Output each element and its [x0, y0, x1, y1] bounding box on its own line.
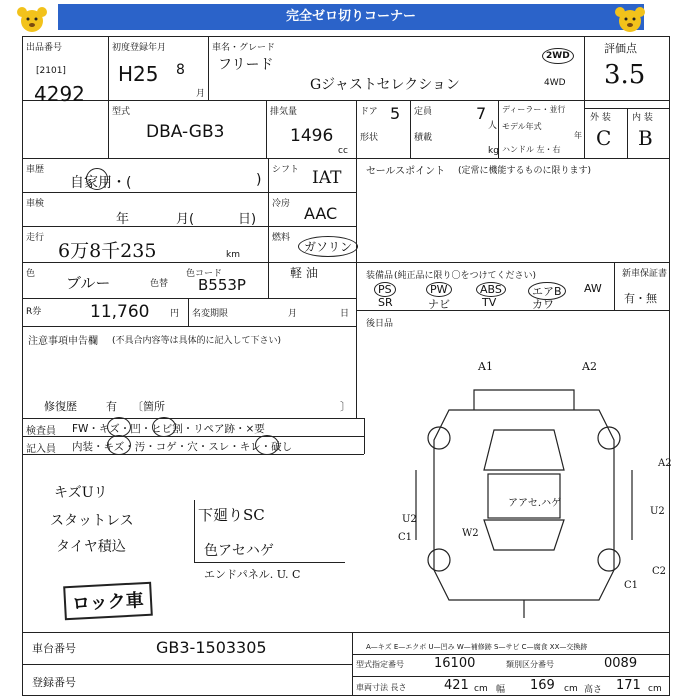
- sales-hint: (定常に機能するものに限ります): [458, 166, 592, 176]
- inspection-label: 車検: [26, 199, 45, 209]
- repair-label: 修復歴: [44, 400, 77, 413]
- equip-abs: ABS: [476, 282, 506, 297]
- history-value: 自家用・(: [70, 175, 132, 191]
- repair-close: 〕: [340, 400, 351, 413]
- later-label: 後日品: [366, 319, 394, 329]
- km-unit: km: [226, 250, 240, 260]
- shift-label: シフト: [272, 165, 300, 175]
- mark-a2-top: A2: [582, 360, 597, 373]
- fuel-label: 燃料: [272, 233, 291, 243]
- repair-place: 〔箇所: [132, 400, 165, 413]
- displacement-label: 排気量: [270, 107, 298, 117]
- legend: A—キズ E—エクボ U—凹み W—補修跡 S—サビ C—腐食 XX—交換跡: [366, 643, 588, 651]
- inspection-month: 月(: [176, 212, 195, 227]
- yen-unit: 円: [170, 309, 180, 319]
- mark-a1: A1: [478, 360, 493, 373]
- history-circle-mark: [86, 168, 108, 190]
- ext-grade: C: [596, 126, 612, 150]
- persons-unit: 人: [488, 121, 498, 131]
- notes-hint: (不具合内容等は具体的に記入して下さい): [112, 336, 282, 346]
- reg-year: H25: [118, 62, 159, 86]
- color-value: ブルー: [66, 274, 111, 292]
- lot-label: 出品番号: [26, 43, 63, 53]
- bear-logo-icon: [14, 4, 50, 34]
- cm-unit: cm: [564, 684, 578, 694]
- inspector-items: FW・キズ・凹・ヒビ割・リペア跡・×要: [72, 423, 265, 435]
- circle-mark: [255, 435, 279, 455]
- circle-mark: [107, 435, 131, 455]
- lot-code: [2101]: [36, 66, 66, 76]
- name-label: 車名・グレード: [212, 43, 276, 53]
- mark-u2-left: U2: [402, 514, 417, 525]
- drive-2wd: 2WD: [542, 48, 574, 64]
- color-change-label: 色替: [150, 279, 169, 289]
- ac-label: 冷房: [272, 199, 291, 209]
- new-car-value: 有・無: [624, 292, 657, 305]
- equip-pw: PW: [426, 282, 452, 297]
- chassis-value: GB3-1503305: [156, 638, 267, 657]
- circle-mark: [107, 417, 131, 437]
- handle-label: ハンドル 左・右: [502, 145, 561, 154]
- class-label: 類別区分番号: [506, 660, 554, 669]
- height-label: 高さ: [584, 685, 603, 695]
- fuel-selected: ガソリン: [298, 236, 358, 257]
- length-value: 421: [444, 678, 469, 693]
- color-label: 色: [26, 269, 36, 279]
- transfer-day: 日: [340, 309, 350, 319]
- equip-navi: ナビ: [428, 298, 450, 311]
- repair-value: 有: [106, 400, 117, 413]
- doors-label: ドア: [360, 107, 378, 117]
- width-label: 幅: [496, 685, 506, 695]
- class-value: 0089: [604, 656, 638, 671]
- history-label: 車歴: [26, 165, 45, 175]
- reg-month: 8: [176, 62, 185, 78]
- notes-label: 注意事項申告欄: [28, 336, 98, 347]
- chassis-label: 車台番号: [32, 642, 76, 655]
- ext-label: 外 装: [590, 113, 611, 123]
- length-label: 車両寸法 長さ: [356, 683, 407, 692]
- note-line-5: 色アセハゲ: [204, 543, 274, 559]
- bear-logo-icon: [612, 4, 648, 34]
- car-grade: Gジャストセレクション: [310, 77, 460, 93]
- equip-leather: カワ: [532, 298, 554, 311]
- dealer-label: ディーラー・並行: [502, 105, 566, 114]
- mark-c1-right: C1: [624, 580, 639, 591]
- transfer-month: 月: [288, 309, 298, 319]
- width-value: 169: [530, 678, 555, 693]
- mileage-value: 6万8千235: [58, 240, 157, 262]
- form-label: 形状: [360, 133, 379, 143]
- header-title: 完全ゼロ切りコーナー: [58, 4, 644, 30]
- writer-items: 内装・キズ・汚・コゲ・穴・スレ・キレ・破し: [72, 441, 293, 453]
- mark-paint-fade: アアセ.ハゲ: [508, 498, 562, 509]
- recycle-label: R券: [26, 307, 42, 317]
- mark-c2: C2: [652, 566, 667, 577]
- score-value: 3.5: [604, 60, 646, 90]
- note-line-6: エンドパネル. U. C: [204, 568, 301, 581]
- mark-a2-right: A2: [658, 458, 672, 469]
- seats-value: 7: [476, 104, 487, 123]
- model-year-label: モデル年式: [502, 122, 542, 131]
- mark-u2-right: U2: [650, 506, 665, 517]
- inspection-day: 日): [238, 212, 257, 227]
- cm-unit: cm: [648, 684, 662, 694]
- note-line-3: タイヤ積込: [56, 539, 126, 555]
- transfer-label: 名変期限: [192, 309, 229, 319]
- kg-unit: kg: [488, 146, 499, 156]
- car-name: フリード: [218, 57, 274, 73]
- writer-label: 記入員: [26, 444, 56, 455]
- reg-month-unit: 月: [196, 89, 206, 99]
- new-car-label: 新車保証書: [622, 269, 668, 279]
- shift-value: IAT: [312, 168, 342, 188]
- drive-4wd: 4WD: [544, 78, 566, 88]
- doors-value: 5: [390, 104, 401, 123]
- model-label: 型式: [112, 107, 131, 117]
- cc-unit: cc: [338, 146, 348, 156]
- recycle-value: 11,760: [90, 302, 150, 322]
- note-line-4: 下廻りSC: [198, 506, 265, 524]
- equip-aw: AW: [584, 282, 602, 295]
- equip-label: 装備品: [366, 271, 394, 281]
- inspection-year: 年: [116, 212, 130, 227]
- equip-tv: TV: [482, 296, 497, 309]
- displacement-value: 1496: [290, 126, 334, 146]
- lot-number: 4292: [34, 82, 85, 106]
- note-line-1: キズUリ: [54, 485, 108, 501]
- fuel-other: 軽 油: [290, 266, 318, 280]
- type-value: 16100: [434, 656, 476, 671]
- cm-unit: cm: [474, 684, 488, 694]
- history-close: ): [256, 172, 262, 188]
- int-grade: B: [638, 126, 653, 150]
- type-label: 型式指定番号: [356, 660, 404, 669]
- year-unit: 年: [574, 131, 582, 140]
- inspector-label: 検査員: [26, 426, 56, 437]
- lock-stamp: ロック車: [63, 582, 152, 621]
- sales-label: セールスポイント: [366, 166, 446, 177]
- mileage-label: 走行: [26, 233, 45, 243]
- equip-hint: (純正品に限り〇をつけてください): [394, 271, 537, 281]
- equip-airbag: エアB: [528, 282, 566, 300]
- height-value: 171: [616, 678, 641, 693]
- score-label: 評価点: [604, 42, 637, 55]
- color-code-value: B553P: [198, 276, 246, 294]
- load-label: 積載: [414, 133, 433, 143]
- note-line-2: スタットレス: [50, 513, 134, 529]
- color-code-label: 色コード: [186, 269, 223, 279]
- equip-ps: PS: [374, 282, 396, 297]
- seats-label: 定員: [414, 107, 433, 117]
- int-label: 内 装: [632, 113, 653, 123]
- circle-mark: [152, 417, 176, 437]
- mark-w2: W2: [462, 528, 479, 539]
- model-value: DBA-GB3: [146, 122, 225, 142]
- reg-label: 初度登録年月: [112, 43, 167, 53]
- mark-c1-left: C1: [398, 532, 413, 543]
- ac-value: AAC: [304, 204, 338, 223]
- reg-no-label: 登録番号: [32, 676, 76, 689]
- equip-sr: SR: [378, 296, 393, 309]
